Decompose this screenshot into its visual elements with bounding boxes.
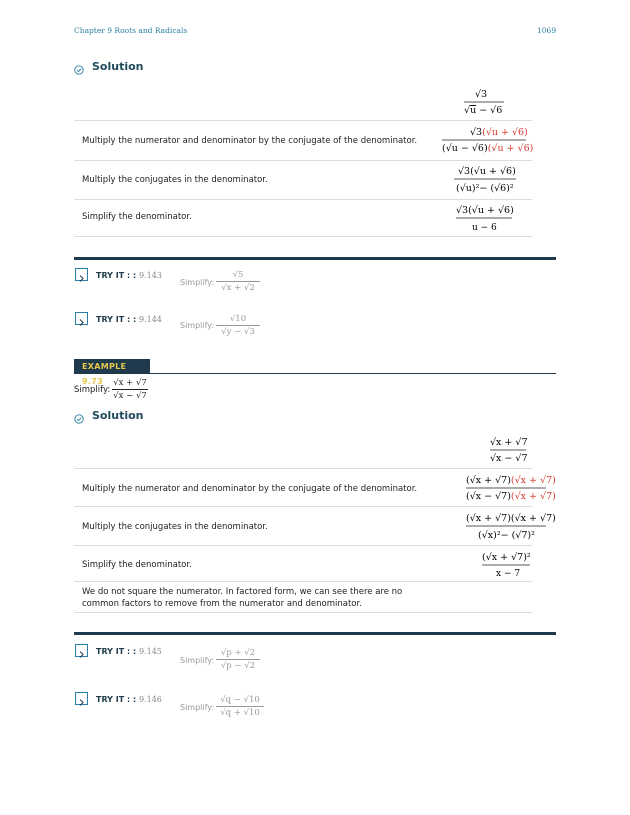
solution-2-step-2: Multiply the conjugates in the denominator. xyxy=(82,522,268,532)
try-it-fraction: √5 √x + √2 xyxy=(216,270,260,293)
try-it-prompt: Simplify: xyxy=(180,703,215,712)
section-divider xyxy=(74,632,556,635)
solution-2-note: We do not square the numerator. In factored form, we can see there are no common factors to remove from the numerator and denominator. xyxy=(82,587,403,609)
svg-text:(√x + √7)(√x + √7): (√x + √7)(√x + √7) xyxy=(466,513,556,524)
svg-text:√3(√u + √6): √3(√u + √6) xyxy=(456,205,514,216)
solution-1-rule xyxy=(74,160,532,161)
svg-text:√3(√u + √6): √3(√u + √6) xyxy=(470,127,528,138)
try-it-expand-button[interactable] xyxy=(75,692,88,705)
try-it-label: TRY IT : : 9.143 xyxy=(96,271,162,280)
svg-text:(√x)²− (√7)²: (√x)²− (√7)² xyxy=(478,530,535,541)
svg-text:√3: √3 xyxy=(475,89,488,100)
svg-text:√u − √6: √u − √6 xyxy=(464,105,503,116)
try-it-prompt: Simplify: xyxy=(180,321,215,330)
solution-2-rule xyxy=(74,506,532,507)
solution-2-rule xyxy=(74,612,532,613)
svg-text:√x + √7: √x + √7 xyxy=(490,437,528,448)
chevron-right-icon xyxy=(76,697,87,708)
try-it-fraction: √p + √2 √p − √2 xyxy=(216,648,260,671)
section-divider xyxy=(74,257,556,260)
solution-2-title: Solution xyxy=(92,409,144,422)
example-prompt: Simplify: xyxy=(74,385,111,395)
solution-2-check-icon xyxy=(74,409,84,428)
solution-1-expression xyxy=(462,86,506,116)
chevron-right-icon xyxy=(76,317,87,328)
solution-2-step-1: Multiply the numerator and denominator by the conjugate of the denominator. xyxy=(82,484,418,494)
svg-text:(√x + √7)(√x + √7): (√x + √7)(√x + √7) xyxy=(466,475,556,486)
solution-1-rule xyxy=(74,236,532,237)
svg-text:(√x + √7)²: (√x + √7)² xyxy=(482,552,531,563)
solution-2-expression xyxy=(488,434,528,464)
solution-2-step-3: Simplify the denominator. xyxy=(82,560,192,570)
svg-text:√3(√u + √6): √3(√u + √6) xyxy=(458,166,516,177)
solution-1-rule xyxy=(74,199,532,200)
try-it-prompt: Simplify: xyxy=(180,656,215,665)
try-it-prompt: Simplify: xyxy=(180,278,215,287)
solution-2-step-2-math xyxy=(464,510,556,542)
try-it-label: TRY IT : : 9.144 xyxy=(96,315,162,324)
example-banner: EXAMPLE 9.73 xyxy=(74,359,150,374)
solution-2-rule xyxy=(74,545,532,546)
try-it-expand-button[interactable] xyxy=(75,644,88,657)
solution-1-step-1: Multiply the numerator and denominator by the conjugate of the denominator. xyxy=(82,136,418,146)
svg-text:(√x − √7)(√x + √7): (√x − √7)(√x + √7) xyxy=(466,491,556,502)
try-it-expand-button[interactable] xyxy=(75,312,88,325)
example-fraction: √x + √7 √x − √7 xyxy=(113,378,147,401)
solution-2-step-1-math xyxy=(464,472,556,504)
solution-1-step-1-math xyxy=(440,124,534,156)
solution-1-step-3: Simplify the denominator. xyxy=(82,212,192,222)
svg-text:(√u)²− (√6)²: (√u)²− (√6)² xyxy=(456,183,514,194)
solution-2-step-3-math xyxy=(480,548,532,580)
solution-1-rule xyxy=(74,120,532,121)
solution-2-rule xyxy=(74,468,532,469)
page-number: 1069 xyxy=(537,26,557,35)
svg-text:u − 6: u − 6 xyxy=(472,223,497,233)
solution-1-check-icon xyxy=(74,60,84,79)
try-it-expand-button[interactable] xyxy=(75,268,88,281)
try-it-label: TRY IT : : 9.146 xyxy=(96,695,162,704)
solution-1-step-2-math xyxy=(450,163,520,195)
try-it-label: TRY IT : : 9.145 xyxy=(96,647,162,656)
try-it-fraction: √10 √y − √3 xyxy=(216,314,260,337)
chevron-right-icon xyxy=(76,273,87,284)
svg-text:x − 7: x − 7 xyxy=(496,569,521,579)
solution-1-step-3-math xyxy=(452,202,516,234)
chapter-header: Chapter 9 Roots and Radicals xyxy=(74,26,188,35)
solution-1-title: Solution xyxy=(92,60,144,73)
chevron-right-icon xyxy=(76,649,87,660)
solution-2-rule xyxy=(74,581,532,582)
solution-1-step-2: Multiply the conjugates in the denominator. xyxy=(82,175,268,185)
svg-text:(√u − √6)(√u + √6): (√u − √6)(√u + √6) xyxy=(442,143,534,154)
try-it-fraction: √q − √10 √q + √10 xyxy=(216,695,264,718)
svg-text:√x − √7: √x − √7 xyxy=(490,453,528,464)
